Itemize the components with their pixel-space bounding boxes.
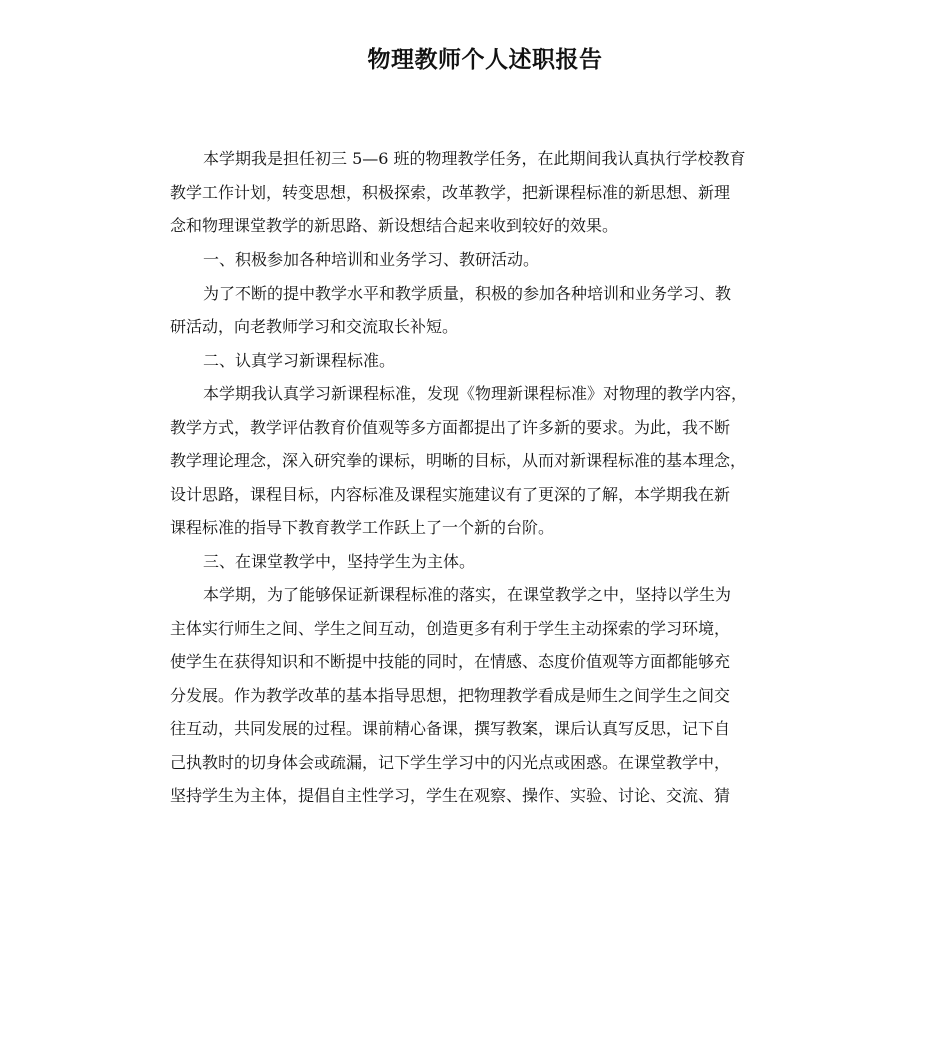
paragraph-line: 教学理论理念，深入研究拳的课标，明晰的目标，从而对新课程标准的基本理念， — [170, 451, 747, 470]
paragraph-line: 课程标准的指导下教育教学工作跃上了一个新的台阶。 — [170, 518, 555, 537]
paragraph-line: 己执教时的切身体会或疏漏，记下学生学习中的闪光点或困惑。在课堂教学中， — [170, 753, 731, 772]
paragraph-line: 本学期，为了能够保证新课程标准的落实，在课堂教学之中，坚持以学生为 — [203, 585, 732, 604]
paragraph-line: 为了不断的提中教学水平和教学质量，积极的参加各种培训和业务学习、教 — [203, 284, 732, 303]
paragraph-line: 本学期我是担任初三 5—6 班的物理教学任务，在此期间我认真执行学校教育 — [203, 149, 746, 168]
document-title: 物理教师个人述职报告 — [367, 47, 603, 73]
paragraph-line: 分发展。作为教学改革的基本指导思想，把物理教学看成是师生之间学生之间交 — [170, 686, 731, 705]
section-heading: 二、认真学习新课程标准。 — [203, 351, 396, 370]
paragraph-line: 往互动，共同发展的过程。课前精心备课，撰写教案，课后认真写反思，记下自 — [170, 719, 731, 738]
paragraph-line: 主体实行师生之间、学生之间互动，创造更多有利于学生主动探索的学习环境， — [170, 619, 731, 638]
paragraph-line: 本学期我认真学习新课程标准，发现《物理新课程标准》对物理的教学内容， — [203, 384, 748, 403]
paragraph-line: 坚持学生为主体，提倡自主性学习，学生在观察、操作、实验、讨论、交流、猜 — [170, 786, 731, 805]
section-heading: 三、在课堂教学中，坚持学生为主体。 — [203, 552, 476, 571]
paragraph-line: 教学方式，教学评估教育价值观等多方面都提出了许多新的要求。为此，我不断 — [170, 418, 731, 437]
paragraph-line: 教学工作计划，转变思想，积极探索，改革教学，把新课程标准的新思想、新理 — [170, 183, 731, 202]
paragraph-line: 念和物理课堂教学的新思路、新设想结合起来收到较好的效果。 — [170, 216, 619, 235]
paragraph-line: 设计思路，课程目标，内容标准及课程实施建议有了更深的了解，本学期我在新 — [170, 485, 731, 504]
section-heading: 一、积极参加各种培训和业务学习、教研活动。 — [203, 250, 540, 269]
paragraph-line: 研活动，向老教师学习和交流取长补短。 — [170, 317, 459, 336]
paragraph-line: 使学生在获得知识和不断提中技能的同时，在情感、态度价值观等方面都能够充 — [170, 652, 731, 671]
